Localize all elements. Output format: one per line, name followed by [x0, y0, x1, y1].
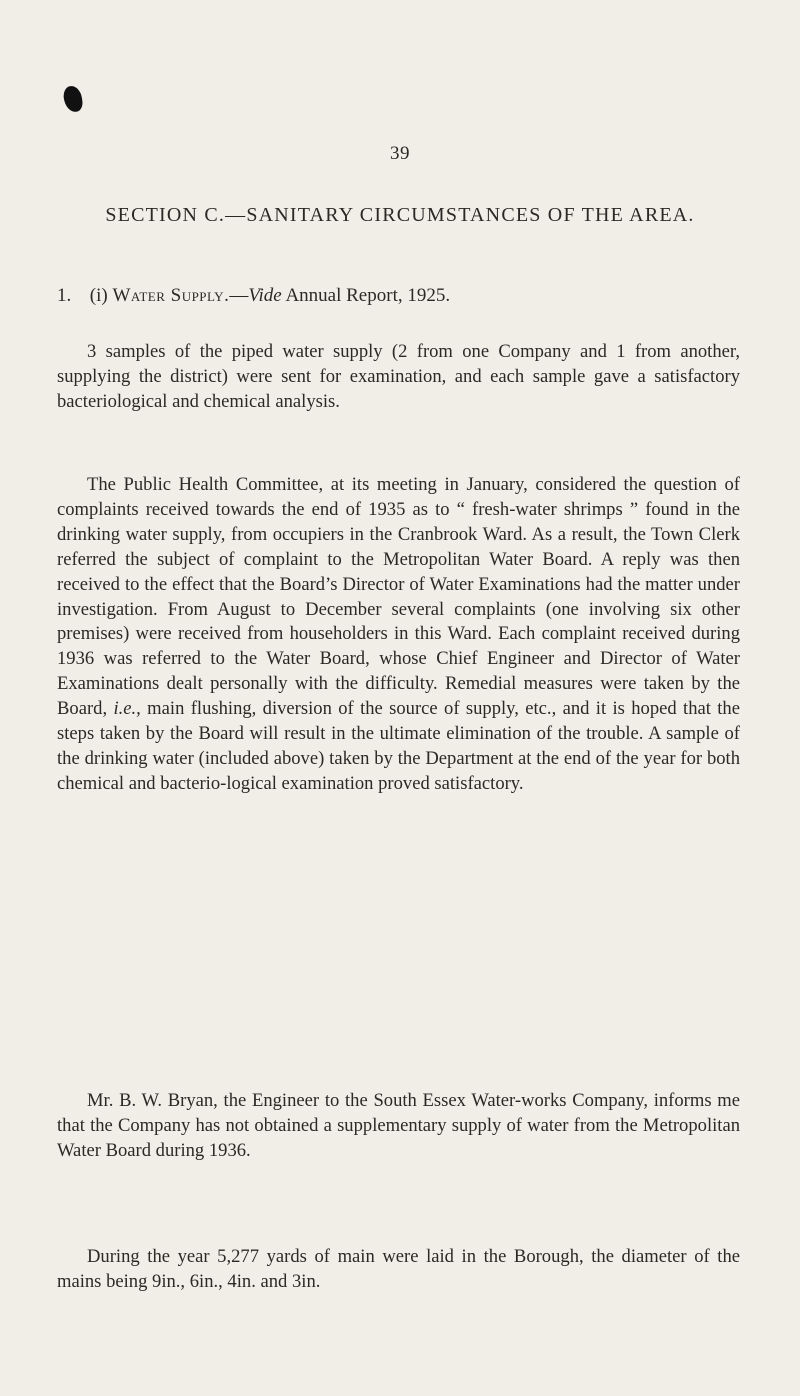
paragraph-samples: 3 samples of the piped water supply (2 from one Company and 1 from another, supplying the district) were sent for examination, and each sample gave a satisfactory bacteriological and chemical analysis. [57, 341, 740, 412]
item-dash: — [229, 285, 249, 306]
item-heading [57, 284, 757, 308]
paragraph-complaints-part-a: The Public Health Committee, at its meeting in January, considered the question of complaints received towards the end of 1935 as to “ fresh-water shrimps ” found in the drinking water supply, from occupiers in the Cranbrook Ward. As a result, the Town Clerk referred the subject of complaint to the Metropolitan Water Board. A reply was then received to the effect that the Board’s Director of Water Examinations had the matter under investigation. From August to December several complaints (one involving six other premises) were received from householders in this Ward. Each complaint received during 1936 was referred to the Water Board, whose Chief Engineer and Director of Water Examinations dealt personally with the difficulty. Remedial measures were taken by the Board, [57, 474, 740, 720]
paragraph-mains: During the year 5,277 yards of main were laid in the Borough, the diameter of the mains being 9in., 6in., 4in. and 3in. [57, 1246, 740, 1292]
paragraph-complaints-ie: i.e., [113, 698, 141, 720]
item-subnumber: (i) [89, 285, 108, 306]
paragraph-complaints-part-b: main flushing, diversion of the source of supply, etc., and it is hoped that the steps taken by the Board will result in the ultimate elimination of the trouble. A sample of the drinking water (included above) taken by the Department at the end of the year for both chemical and bacterio-logical examination proved satisfactory. [57, 698, 740, 794]
item-reference: Annual Report, 1925. [281, 285, 451, 306]
section-heading: SECTION C.—SANITARY CIRCUMSTANCES OF THE AREA. [105, 204, 695, 226]
item-title: Water Supply. [112, 285, 230, 306]
ink-blot [62, 85, 83, 113]
item-vide: Vide [248, 285, 282, 306]
paragraph-complaints [57, 473, 740, 797]
page-number: 39 [390, 143, 410, 164]
item-number: 1. [57, 285, 72, 306]
paragraph-engineer: Mr. B. W. Bryan, the Engineer to the South Essex Water-works Company, informs me that the Company has not obtained a supplementary supply of water from the Metropolitan Water Board during 1936. [57, 1090, 740, 1161]
